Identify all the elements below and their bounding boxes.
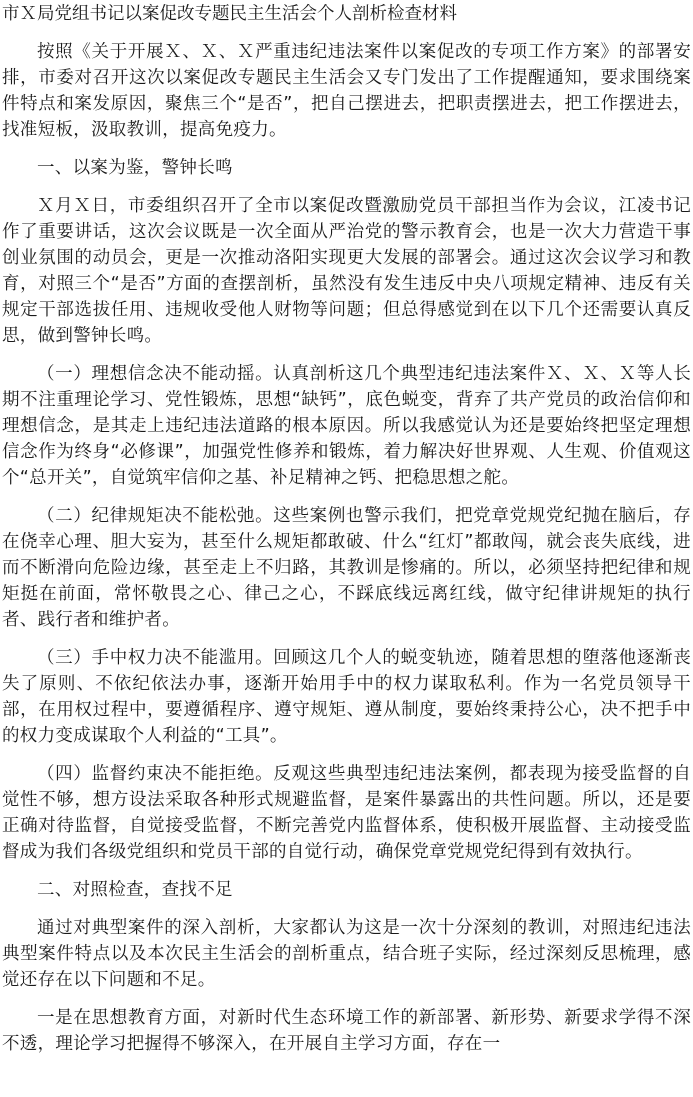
body-paragraph: （四）监督约束决不能拒绝。反观这些典型违纪违法案例，都表现为接受监督的自觉性不够，想方设法采取各种形式规避监督，是案件暴露出的共性问题。所以，还是要正确对待监督，自觉接受监督，不断完善党内监督体系，使积极开展监督、主动接受监督成为我们各级党组织和党员干部的自觉行动，确保党章党规党纪得到有效执行。 [2,764,691,862]
body-paragraph: （二）纪律规矩决不能松弛。这些案例也警示我们，把党章党规党纪抛在脑后，存在侥幸心理、胆大妄为，甚至什么规矩都敢破、什么“红灯”都敢闯，就会丧失底线，进而不断滑向危险边缘，甚至走上不归路，其教训是惨痛的。所以，必须坚持把纪律和规矩挺在前面，常怀敬畏之心、律己之心，不踩底线远离红线，做守纪律讲规矩的执行者、践行者和维护者。 [2,506,691,630]
intro-paragraph: 按照《关于开展Ｘ、Ｘ、Ｘ严重违纪违法案件以案促改的专项工作方案》的部署安排，市委对召开这次以案促改专题民主生活会又专门发出了工作提醒通知，要求围绕案件特点和案发原因，聚焦三个“是否”，把自己摆进去，把职责摆进去，把工作摆进去，找准短板，汲取教训，提高免疫力。 [2,42,691,140]
body-paragraph: （一）理想信念决不能动摇。认真剖析这几个典型违纪违法案件Ｘ、Ｘ、Ｘ等人长期不注重理论学习、党性锻炼，思想“缺钙”，底色蜕变，背弃了共产党员的政治信仰和理想信念，是其走上违纪违法道路的根本原因。所以我感觉认为还是要始终把坚定理想信念作为终身“必修课”，加强党性修养和锻炼，着力解决好世界观、人生观、价值观这个“总开关”，自觉筑牢信仰之基、补足精神之钙、把稳思想之舵。 [2,364,691,488]
body-paragraph: 通过对典型案件的深入剖析，大家都认为这是一次十分深刻的教训，对照违纪违法典型案件特点以及本次民主生活会的剖析重点，结合班子实际，经过深刻反思梳理，感觉还存在以下问题和不足。 [2,918,691,990]
document-title: 市Ｘ局党组书记以案促改专题民主生活会个人剖析检查材料 [2,4,457,24]
body-paragraph-cut-off: 一是在思想教育方面，对新时代生态环境工作的新部署、新形势、新要求学得不深不透，理论学习把握得不够深入，在开展自主学习方面，存在一 [2,1008,691,1054]
body-paragraph: （三）手中权力决不能滥用。回顾这几个人的蜕变轨迹，随着思想的堕落他逐渐丧失了原则、不依纪依法办事，逐渐开始用手中的权力谋取私利。作为一名党员领导干部，在用权过程中，要遵循程序、遵守规矩、遵从制度，要始终秉持公心，决不把手中的权力变成谋取个人利益的“工具”。 [2,648,691,746]
section-heading-2: 二、对照检查，查找不足 [37,880,233,900]
body-paragraph: Ｘ月Ｘ日，市委组织召开了全市以案促改暨激励党员干部担当作为会议，江凌书记作了重要讲话，这次会议既是一次全面从严治党的警示教育会，也是一次大力营造干事创业氛围的动员会，更是一次推动洛阳实现更大发展的部署会。通过这次会议学习和教育，对照三个“是否”方面的查摆剖析，虽然没有发生违反中央八项规定精神、违反有关规定干部选拔任用、违规收受他人财物等问题；但总得感觉到在以下几个还需要认真反思，做到警钟长鸣。 [2,196,691,346]
section-heading-1: 一、以案为鉴，警钟长鸣 [37,158,233,178]
